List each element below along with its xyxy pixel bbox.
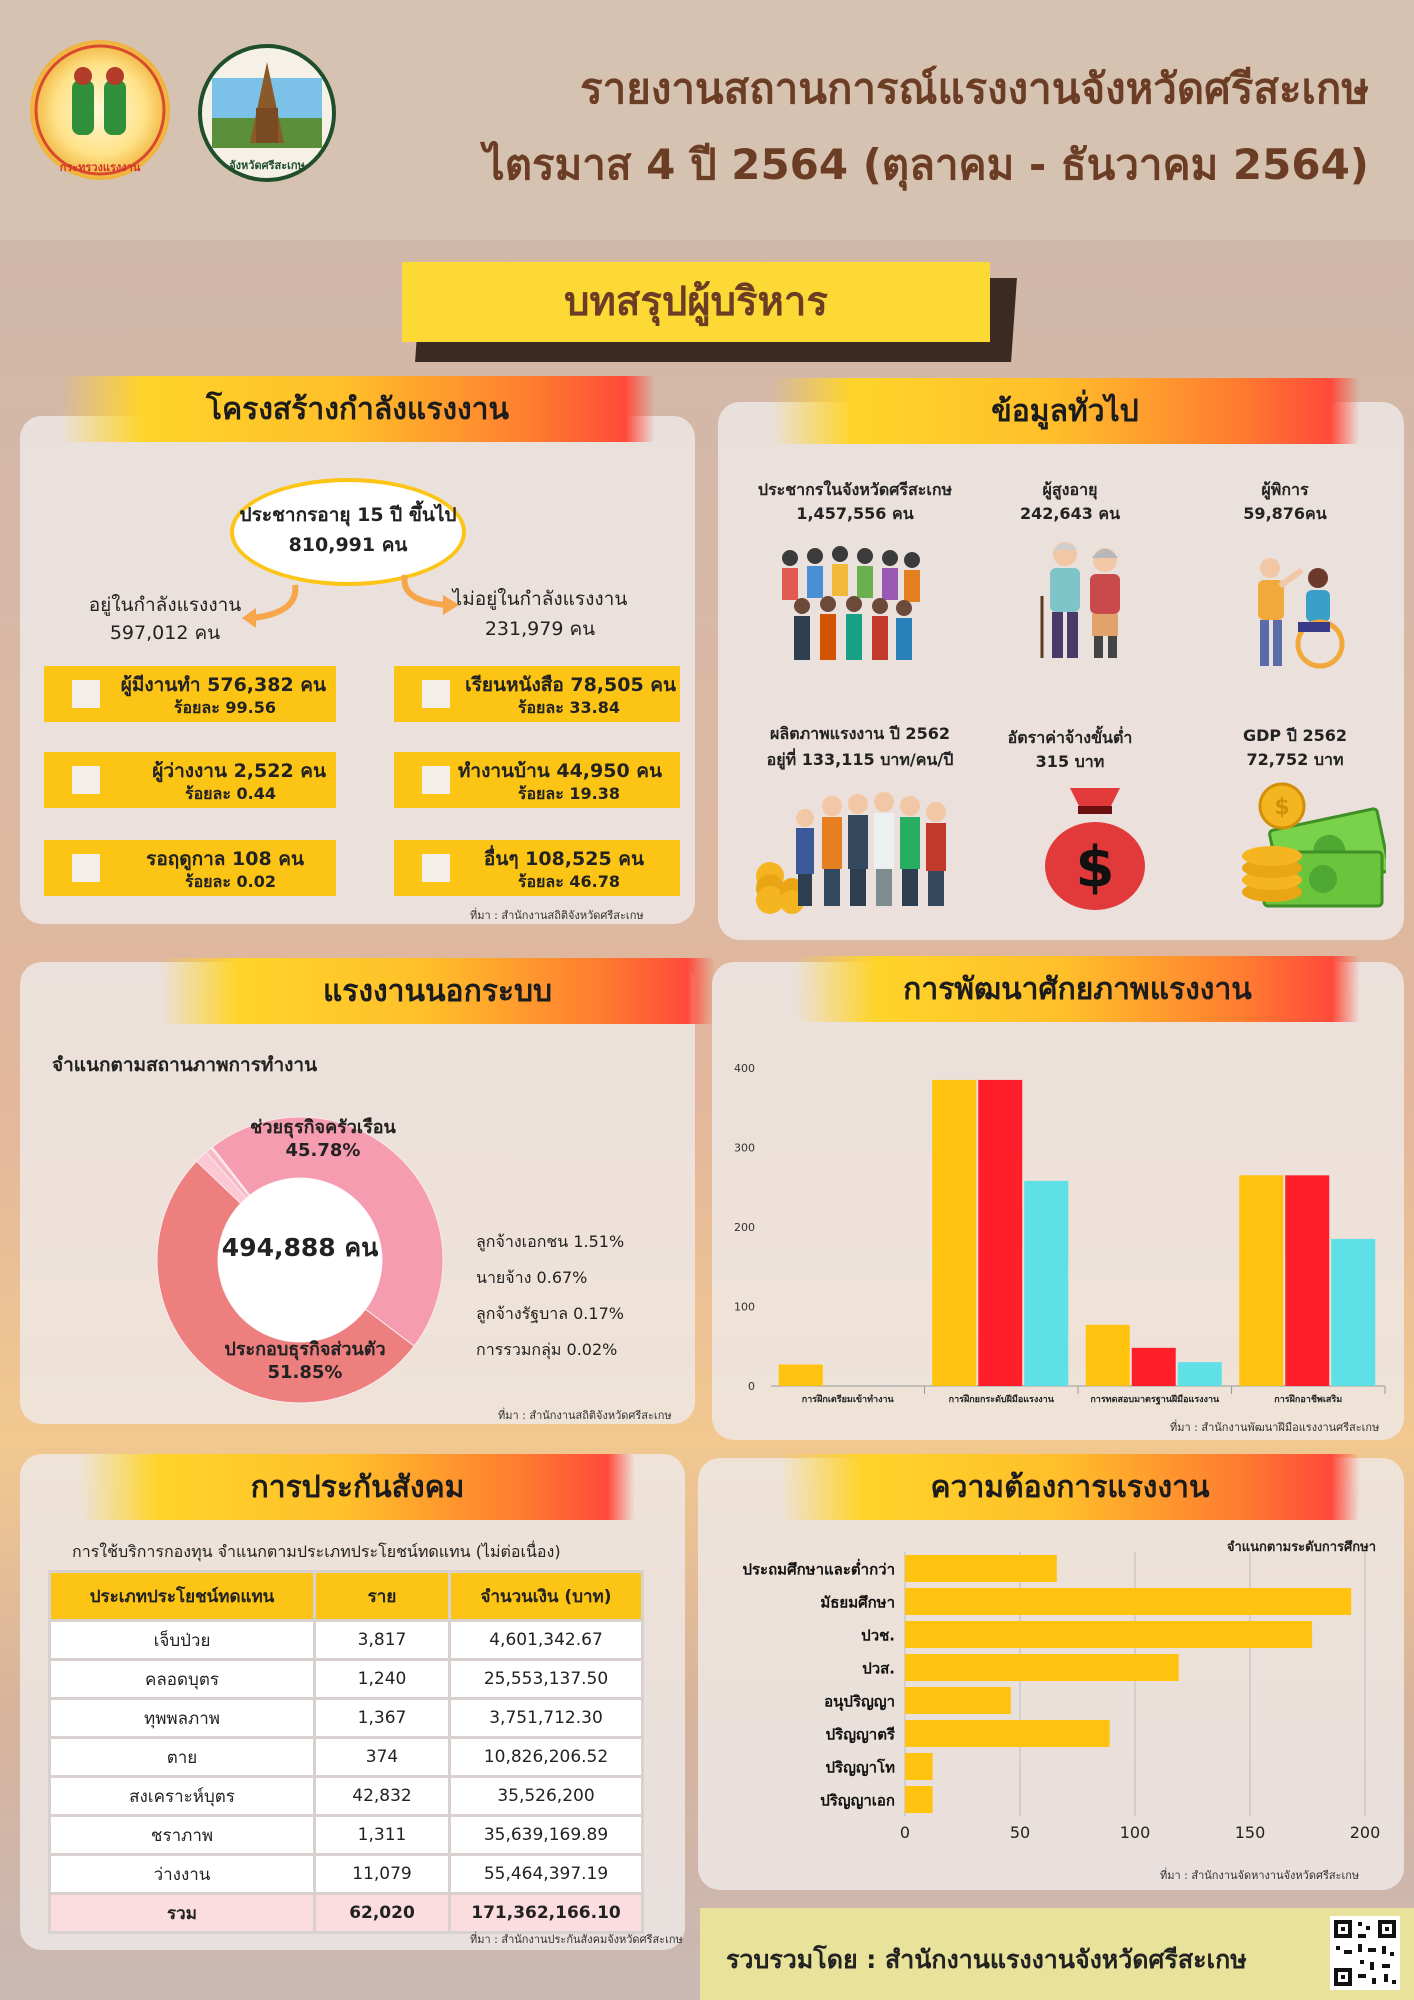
not-in-labor-force-value: 231,979 คน [484, 618, 596, 640]
population-label: ประชากรอายุ 15 ปี ขึ้นไป [239, 504, 457, 526]
table-cell: 374 [315, 1738, 450, 1777]
report-title-line1: รายงานสถานการณ์แรงงานจังหวัดศรีสะเกษ [580, 64, 1369, 113]
x-tick-label: การฝึกเตรียมเข้าทำงาน [801, 1395, 894, 1405]
category-label: ปวช. [861, 1626, 895, 1645]
x-tick-label: 0 [899, 1823, 911, 1842]
social-security-title: การประกันสังคม [80, 1454, 635, 1520]
social-security-subtitle: การใช้บริการกองทุน จำแนกตามประเภทประโยชน์ทดแทน (ไม่ต่อเนื่อง) [72, 1542, 561, 1561]
report-title-line2: ไตรมาส 4 ปี 2564 (ตุลาคม - ธันวาคม 2564) [483, 140, 1369, 189]
svg-text:$: $ [1274, 795, 1290, 820]
table-cell: 4,601,342.67 [450, 1621, 643, 1660]
category-label: มัธยมศึกษา [820, 1593, 895, 1612]
legend-employer: นายจ้าง 0.67% [476, 1268, 588, 1287]
bar [905, 1621, 1312, 1648]
table-cell: เจ็บป่วย [50, 1621, 315, 1660]
svg-text:$: $ [1075, 835, 1115, 900]
labor-demand-source: ที่มา : สำนักงานจัดหางานจังหวัดศรีสะเกษ [1160, 1869, 1360, 1882]
table-row [50, 1816, 643, 1855]
seasonal-count: รอฤดูกาล 108 คน [146, 848, 304, 870]
table-cell: 1,311 [315, 1816, 450, 1855]
x-tick-label: การทดสอบมาตรฐานฝีมือแรงงาน [1090, 1395, 1220, 1405]
logo1-caption: กระทรวงแรงงาน [59, 161, 141, 174]
labor-structure-title: โครงสร้างกำลังแรงงาน [60, 376, 655, 442]
skill-dev-title: การพัฒนาศักยภาพแรงงาน [795, 956, 1360, 1022]
unemployed-box [44, 752, 336, 808]
donut-center-value: 494,888 คน [221, 1233, 379, 1262]
y-tick-label: 400 [734, 1062, 755, 1075]
bar [905, 1753, 933, 1780]
column-header: ราย [315, 1572, 450, 1621]
seasonal-box [44, 840, 336, 896]
population-value: 810,991 คน [288, 534, 408, 556]
unemployed-count: ผู้ว่างงาน 2,522 คน [152, 760, 326, 782]
elderly-couple-icon [1030, 536, 1140, 666]
others-pct: ร้อยละ 46.78 [517, 872, 620, 891]
y-tick-label: 0 [748, 1380, 755, 1393]
checkbox-icon [422, 766, 450, 794]
bar [1285, 1175, 1329, 1386]
studying-pct: ร้อยละ 33.84 [517, 698, 620, 717]
elderly-label: ผู้สูงอายุ [1042, 480, 1098, 499]
employed-box [44, 666, 336, 722]
social-security-source: ที่มา : สำนักงานประกันสังคมจังหวัดศรีสะเกษ [470, 1933, 683, 1946]
table-total-cell: รวม [50, 1894, 315, 1933]
category-label: อนุปริญญา [824, 1692, 895, 1711]
bar [1132, 1348, 1176, 1386]
table-cell: คลอดบุตร [50, 1660, 315, 1699]
checkbox-icon [72, 854, 100, 882]
bar [779, 1365, 823, 1386]
bar [1024, 1181, 1068, 1386]
population-value: 1,457,556 คน [796, 504, 914, 523]
seasonal-pct: ร้อยละ 0.02 [184, 872, 276, 891]
others-count: อื่นๆ 108,525 คน [483, 848, 644, 870]
table-row [50, 1621, 643, 1660]
bar [932, 1080, 976, 1386]
ministry-of-labour-logo [30, 40, 170, 180]
workers-coins-icon [740, 784, 970, 914]
y-tick-label: 200 [734, 1221, 755, 1234]
table-cell: 3,751,712.30 [450, 1699, 643, 1738]
table-cell: 35,526,200 [450, 1777, 643, 1816]
checkbox-icon [422, 854, 450, 882]
employed-count: ผู้มีงานทำ 576,382 คน [120, 674, 326, 696]
category-label: ปวส. [862, 1659, 895, 1678]
checkbox-icon [422, 680, 450, 708]
legend-government-employee: ลูกจ้างรัฐบาล 0.17% [476, 1304, 624, 1323]
others-box [394, 840, 680, 896]
table-row [50, 1660, 643, 1699]
x-tick-label: 200 [1349, 1823, 1381, 1842]
in-labor-force-value: 597,012 คน [109, 622, 221, 644]
table-total-row [50, 1894, 643, 1933]
donut-label-self-pct: 51.85% [267, 1362, 343, 1383]
qr-code-icon[interactable] [1330, 1916, 1400, 1990]
x-tick-label: 100 [1119, 1823, 1151, 1842]
elderly-value: 242,643 คน [1019, 504, 1121, 523]
column-header: จำนวนเงิน (บาท) [450, 1572, 643, 1621]
x-tick-label: การฝึกยกระดับฝีมือแรงงาน [948, 1395, 1054, 1405]
productivity-value: อยู่ที่ 133,115 บาท/คน/ปี [766, 750, 954, 769]
table-cell: 25,553,137.50 [450, 1660, 643, 1699]
checkbox-icon [72, 680, 100, 708]
table-cell: ว่างงาน [50, 1855, 315, 1894]
studying-box [394, 666, 680, 722]
table-cell: 11,079 [315, 1855, 450, 1894]
table-cell: สงเคราะห์บุตร [50, 1777, 315, 1816]
table-cell: ชราภาพ [50, 1816, 315, 1855]
gdp-label: GDP ปี 2562 [1243, 726, 1347, 745]
table-header-row [50, 1572, 643, 1621]
social-security-table [48, 1570, 644, 1934]
skill-dev-source: ที่มา : สำนักงานพัฒนาฝีมือแรงงานศรีสะเกษ [1170, 1421, 1380, 1434]
x-tick-label: การฝึกอาชีพเสริม [1274, 1395, 1343, 1405]
bar [1239, 1175, 1283, 1386]
informal-labor-subtitle: จำแนกตามสถานภาพการทำงาน [52, 1054, 318, 1076]
productivity-label: ผลิตภาพแรงงาน ปี 2562 [770, 724, 950, 743]
sisaket-province-logo [198, 44, 336, 182]
x-tick-label: 150 [1234, 1823, 1266, 1842]
housework-pct: ร้อยละ 19.38 [517, 784, 620, 803]
table-total-cell: 62,020 [315, 1894, 450, 1933]
employed-pct: ร้อยละ 99.56 [173, 698, 276, 717]
bar [905, 1786, 933, 1813]
bar [1086, 1325, 1130, 1386]
checkbox-icon [72, 766, 100, 794]
disabled-value: 59,876คน [1243, 504, 1327, 523]
disabled-label: ผู้พิการ [1261, 480, 1309, 499]
informal-labor-source: ที่มา : สำนักงานสถิติจังหวัดศรีสะเกษ [498, 1409, 672, 1422]
table-cell: 3,817 [315, 1621, 450, 1660]
y-tick-label: 100 [734, 1300, 755, 1314]
money-bag-icon [1040, 778, 1150, 913]
gdp-value: 72,752 บาท [1246, 750, 1344, 769]
table-cell: 1,240 [315, 1660, 450, 1699]
bar [978, 1080, 1022, 1386]
studying-count: เรียนหนังสือ 78,505 คน [465, 674, 676, 696]
legend-private-employee: ลูกจ้างเอกชน 1.51% [476, 1232, 625, 1251]
bar [1331, 1239, 1375, 1386]
labor-demand-bar-chart [705, 1546, 1400, 1856]
population-label: ประชากรในจังหวัดศรีสะเกษ [757, 480, 953, 499]
bar [905, 1654, 1179, 1681]
table-row [50, 1699, 643, 1738]
table-total-cell: 171,362,166.10 [450, 1894, 643, 1933]
housework-count: ทำงานบ้าน 44,950 คน [457, 760, 662, 782]
donut-label-self: ประกอบธุรกิจส่วนตัว [224, 1339, 386, 1360]
labor-demand-title: ความต้องการแรงงาน [780, 1454, 1360, 1520]
general-info-title: ข้อมูลทั่วไป [770, 378, 1360, 444]
category-label: ประถมศึกษาและต่ำกว่า [742, 1560, 895, 1579]
column-header: ประเภทประโยชน์ทดแทน [50, 1572, 315, 1621]
bar [905, 1720, 1110, 1747]
table-cell: ทุพพลภาพ [50, 1699, 315, 1738]
footer-credit: รวบรวมโดย : สำนักงานแรงงานจังหวัดศรีสะเกษ [726, 1945, 1247, 1974]
informal-labor-title: แรงงานนอกระบบ [160, 958, 715, 1024]
bar [905, 1687, 1011, 1714]
table-cell: 42,832 [315, 1777, 450, 1816]
labor-demand-subtitle: จำแนกตามระดับการศึกษา [1226, 1540, 1376, 1555]
y-tick-label: 300 [734, 1141, 755, 1155]
category-label: ปริญญาเอก [820, 1791, 895, 1810]
table-cell: 35,639,169.89 [450, 1816, 643, 1855]
category-label: ปริญญาโท [825, 1758, 895, 1777]
bar [905, 1588, 1351, 1615]
table-row [50, 1855, 643, 1894]
in-labor-force-label: อยู่ในกำลังแรงงาน [88, 594, 242, 616]
category-label: ปริญญาตรี [825, 1725, 895, 1744]
table-cell: 10,826,206.52 [450, 1738, 643, 1777]
bar [1178, 1362, 1222, 1386]
table-cell: 55,464,397.19 [450, 1855, 643, 1894]
donut-label-family-pct: 45.78% [285, 1140, 361, 1161]
labor-structure-source: ที่มา : สำนักงานสถิติจังหวัดศรีสะเกษ [470, 909, 644, 922]
wheelchair-icon [1240, 548, 1350, 673]
skill-dev-bar-chart [725, 1050, 1400, 1420]
min-wage-label: อัตราค่าจ้างขั้นต่ำ [1007, 728, 1133, 747]
table-cell: ตาย [50, 1738, 315, 1777]
legend-group: การรวมกลุ่ม 0.02% [476, 1340, 618, 1359]
summary-title: บทสรุปผู้บริหาร [402, 262, 990, 342]
x-tick-label: 50 [1009, 1823, 1031, 1842]
min-wage-value: 315 บาท [1035, 752, 1105, 771]
table-row [50, 1777, 643, 1816]
not-in-labor-force-label: ไม่อยู่ในกำลังแรงงาน [452, 588, 628, 610]
table-row [50, 1738, 643, 1777]
crowd-icon [770, 540, 930, 670]
bar [905, 1555, 1057, 1582]
housework-box [394, 752, 680, 808]
donut-label-family: ช่วยธุรกิจครัวเรือน [250, 1117, 396, 1138]
table-cell: 1,367 [315, 1699, 450, 1738]
banknotes-coins-icon [1234, 780, 1386, 910]
logo2-caption: จังหวัดศรีสะเกษ [229, 159, 305, 172]
unemployed-pct: ร้อยละ 0.44 [184, 784, 276, 803]
